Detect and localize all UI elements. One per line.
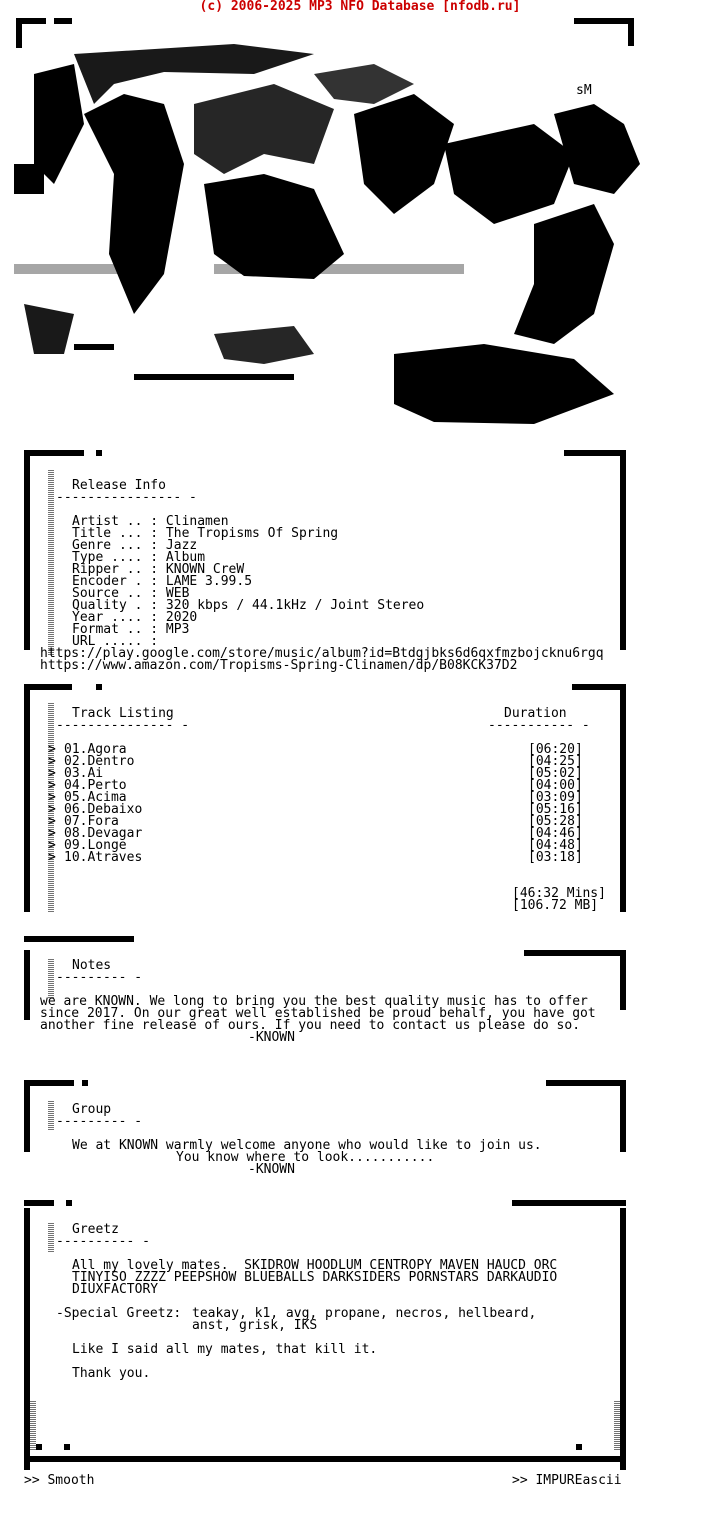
release-field-value: 320 kbps / 44.1kHz / Joint Stereo — [165, 598, 425, 613]
release-field-value: Clinamen — [165, 514, 229, 529]
release-field-key: Ripper .. : — [72, 562, 159, 577]
release-field-value: KNOWN CreW — [165, 562, 245, 577]
greetz-thanks: Thank you. — [72, 1366, 151, 1381]
track-title: 07.Fora — [64, 814, 119, 829]
ascii-art-logo — [14, 14, 642, 444]
track-title: 06.Debaixo — [64, 802, 143, 817]
group-line-2: You know where to look........... — [176, 1150, 435, 1165]
special-greetz-line-1: teakay, k1, avg, propane, necros, hellbeard, — [192, 1306, 537, 1321]
track-duration: [04:00] — [528, 778, 583, 793]
notes-line-2: since 2017. On our great well established be proud behalf, you have got — [40, 1006, 596, 1021]
track-title: 05.Acima — [64, 790, 127, 805]
track-arrow-icon: > — [48, 790, 56, 805]
greetz-mates-line-2: TINYISO ZZZZ PEEPSHOW BLUEBALLS DARKSIDERS PORNSTARS DARKAUDIO — [72, 1270, 558, 1285]
duration-rule: ----------- - — [488, 718, 590, 733]
track-row — [48, 780, 588, 792]
release-field-value: Jazz — [165, 538, 198, 553]
total-time: [46:32 Mins] — [512, 886, 606, 901]
greetz-rule: ---------- - — [56, 1234, 150, 1249]
release-field-value: The Tropisms Of Spring — [165, 526, 339, 541]
notes-rule: --------- - — [56, 970, 143, 985]
track-row — [48, 756, 588, 768]
track-title: 10.Atraves — [64, 850, 143, 865]
group-rule: --------- - — [56, 1114, 143, 1129]
greetz-mates-line-1: All my lovely mates. SKIDROW HOODLUM CENTROPY MAVEN HAUCD ORC — [72, 1258, 558, 1273]
release-url-amazon[interactable]: https://www.amazon.com/Tropisms-Spring-Clinamen/dp/B08KCK37D2 — [40, 658, 518, 673]
track-duration: [04:25] — [528, 754, 583, 769]
track-listing-heading: Track Listing — [72, 706, 174, 721]
release-field-value: 2020 — [165, 610, 198, 625]
track-title: 09.Longe — [64, 838, 127, 853]
notes-heading: Notes — [72, 958, 112, 973]
track-arrow-icon: > — [48, 838, 56, 853]
special-greetz-label: -Special Greetz: — [56, 1306, 182, 1321]
track-listing-rule: --------------- - — [56, 718, 190, 733]
greetz-heading: Greetz — [72, 1222, 119, 1237]
release-field-key: Quality . : — [72, 598, 159, 613]
notes-signature: -KNOWN — [248, 1030, 295, 1045]
release-field-key: Title ... : — [72, 526, 159, 541]
release-field-value: Album — [165, 550, 206, 565]
track-duration: [04:46] — [528, 826, 583, 841]
track-title: 08.Devagar — [64, 826, 143, 841]
release-field-value: WEB — [165, 586, 190, 601]
track-row — [48, 804, 588, 816]
track-title: 01.Agora — [64, 742, 127, 757]
greetz-closing: Like I said all my mates, that kill it. — [72, 1342, 378, 1357]
track-duration: [03:18] — [528, 850, 583, 865]
release-field-key: Type .... : — [72, 550, 159, 565]
release-field-key: Year .... : — [72, 610, 159, 625]
release-url-google[interactable]: https://play.google.com/store/music/album?id=Btdgjbks6d6qxfmzbojcknu6rgq — [40, 646, 604, 661]
track-arrow-icon: > — [48, 754, 56, 769]
track-duration: [05:16] — [528, 802, 583, 817]
copyright-line: (c) 2006-2025 MP3 NFO Database [nfodb.ru] — [199, 0, 521, 14]
group-line-1: We at KNOWN warmly welcome anyone who would like to join us. — [72, 1138, 542, 1153]
notes-line-1: we are KNOWN. We long to bring you the best quality music has to offer — [40, 994, 588, 1009]
release-info-fields — [72, 516, 424, 648]
track-arrow-icon: > — [48, 742, 56, 757]
footer-right-credit: >> IMPUREascii — [512, 1473, 622, 1488]
group-signature: -KNOWN — [248, 1162, 295, 1177]
track-title: 03.Ai — [64, 766, 104, 781]
release-field-value: MP3 — [165, 622, 190, 637]
group-heading: Group — [72, 1102, 112, 1117]
track-duration: [04:48] — [528, 838, 583, 853]
release-field-value: LAME 3.99.5 — [165, 574, 253, 589]
track-duration: [03:09] — [528, 790, 583, 805]
special-greetz-line-2: anst, grisk, IKS — [192, 1318, 318, 1333]
track-arrow-icon: > — [48, 850, 56, 865]
track-row — [48, 852, 588, 864]
logo-tag: sM — [576, 83, 592, 98]
release-field-key: Genre ... : — [72, 538, 159, 553]
track-row — [48, 828, 588, 840]
track-duration: [05:28] — [528, 814, 583, 829]
release-field-key: Format .. : — [72, 622, 159, 637]
release-info-rule: ---------------- - — [56, 490, 197, 505]
track-title: 02.Dentro — [64, 754, 135, 769]
release-field-key: Source .. : — [72, 586, 159, 601]
release-field-key: Artist .. : — [72, 514, 159, 529]
greetz-mates-line-3: DIUXFACTORY — [72, 1282, 159, 1297]
release-info-heading: Release Info — [72, 478, 166, 493]
track-arrow-icon: > — [48, 778, 56, 793]
track-duration: [05:02] — [528, 766, 583, 781]
track-row — [48, 768, 588, 780]
track-arrow-icon: > — [48, 802, 56, 817]
track-arrow-icon: > — [48, 826, 56, 841]
track-duration: [06:20] — [528, 742, 583, 757]
track-arrow-icon: > — [48, 766, 56, 781]
footer-left-credit: >> Smooth — [24, 1473, 95, 1488]
notes-line-3: another fine release of ours. If you need to contact us please do so. — [40, 1018, 581, 1033]
total-size: [106.72 MB] — [512, 898, 599, 913]
release-field-key: Encoder . : — [72, 574, 159, 589]
release-field-key: URL ..... : — [72, 634, 159, 649]
track-title: 04.Perto — [64, 778, 127, 793]
duration-heading: Duration — [504, 706, 567, 721]
track-arrow-icon: > — [48, 814, 56, 829]
track-list — [48, 744, 588, 864]
